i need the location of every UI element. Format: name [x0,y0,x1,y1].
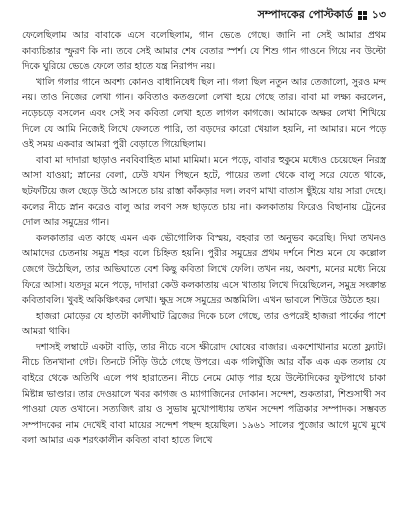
paragraph: খালি গলার গানে অবশ্য কোনও বাধানিষেধ ছিল না। গলা ছিল নতুন আর তেজালো, সুরও মন্দ নয়। তাও নিজের লেখা গান। কবিতাও কতগুলো লেখা হয়ে গেছে তার। বাবা মা লক্ষ্য করলেন, নড়েচড়ে বসলেন এবং সেই সব কবিতা লেখা হতে লাগল কাগজে। আমাকে অক্ষর লেখা শিখিয়ে দিলে যে আমি নিজেই লিখে ফেলতে পারি, তা বড়দের কারো খেয়াল হয়নি, না আমার। মনে পড়ে ওই সময় একবার আমরা পুরী বেড়াতে গিয়েছিলাম। [22,76,386,151]
page-number: ১৩ [371,7,386,21]
paragraph: ফেলেছিলাম আর বাবাকে এসে বলেছিলাম, গান ভেঙে গেছে। জানি না সেই আমার প্রথম কাব্যচিন্তার স্ফুরণ কি না। তবে সেই আমার শেষ বেতার স্পর্শ। যে শিশু গান গাওনে গিয়ে নব উল্টো দিকে ঘুরিয়ে ভেঙে ফেলে তার হাতে যন্ত্র নিরাপদ নয়। [22,30,386,73]
running-title: সম্পাদকের পোস্টকার্ড [257,7,353,21]
running-header [22,6,386,24]
ornament-icon [358,11,367,20]
paragraph: হাজরা মোড়ের যে হাতটা কালীঘাট ব্রিজের দিকে চলে গেছে, তার ওপরেই হাজরা পার্কের পাশে আমরা থাকি। [22,310,386,338]
paragraph: বাবা মা দাদারা ছাড়াও নববিবাহিত মামা মামিমা। মনে পড়ে, বাবার হুকুমে মধ্যেও চেয়েছেন নিরস্ত্র আসা যাওয়া; স্নানের বেলা, ঢেউ যখন পিছনে হটে, পায়ের তলা থেকে বালু সরে যেতে থাকে, ছটফটিয়ে জল ছেড়ে উঠে আসতে চায় রাস্তা কাঁকড়ার দল। লবণ মাখা বাতাস ছুঁইয়ে যায় সারা দেহে। কলের নীচে স্নান করেও বালু আর লবণ সঙ্গ ছাড়তে চায় না। কলকাতায় ফিরেও বিছানায় ট্রেনের দোল আর সমুদ্রের গান। [22,154,386,229]
book-page [22,6,386,512]
body-text [22,28,386,449]
paragraph: কলকাতার এত কাছে এমন এক ভৌগোলিক বিস্ময়, বহবার তা অনুভব করেছি। দিঘা তখনও আমাদের চেতনায় সমুদ্র শহর বলে চিহ্নিত হয়নি। পুরীর সমুদ্রের প্রথম দর্শনে শিশু মনে যে কল্লোল জেগে উঠেছিল, তার অভিঘাতে বেশ কিছু কবিতা লিখে ফেলি। তখন নয়, অবশ্য, মনের মধ্যে নিয়ে ফিরে আসা। যতদূর মনে পড়ে, দাদারা কেউ কলকাতায় এসে খাতায় লিখে দিয়েছিলেন, সমুদ্র সংক্রান্ত কবিতাবলি। খুবই অকিঞ্চিৎকর লেখা। ক্ষুদ্র সঙ্গে সমুদ্রের অস্তমিলি। এখন ভাবলে শিউরে উঠতে হয়। [22,232,386,307]
paragraph: দশাসই লম্বাটে একটা বাড়ি, তার নীচে বসে ক্ষীরোদ ঘোষের বাজার। একশোখানার মতো ফ্ল্যাট। নীচে তিনখানা গেট। তিনটে সিঁড়ি উঠে গেছে উপরে। এক গলিঘুঁজি আর বাঁক এক এক তলায় যে বাইরে থেকে অতিথি এলে পথ হারাতেন। নীচে নেমে মোড় পার হয়ে উল্টোদিকের ফুটপাথে চাকা মিষ্টান্ন ভাণ্ডার। তার দেওয়ালে খবর কাগজ ও ম্যাগাজিনের দোকান। সন্দেশ, শুকতারা, শিশুসাথী সব পাওয়া যেত ওখানে। সত্যজিৎ রায় ও সুভাষ মুখোপাধ্যায় তখন সন্দেশ পত্রিকার সম্পাদক। সম্ভবত সম্পাদকের নাম দেখেই বাবা মায়ের সন্দেশ পছন্দ হয়েছিল। ১৯৬১ সালের পুজোর আগে মুখে মুখে বলা আমার এক শরৎকালীন কবিতা বাবা হাতে লিখে [22,341,386,447]
